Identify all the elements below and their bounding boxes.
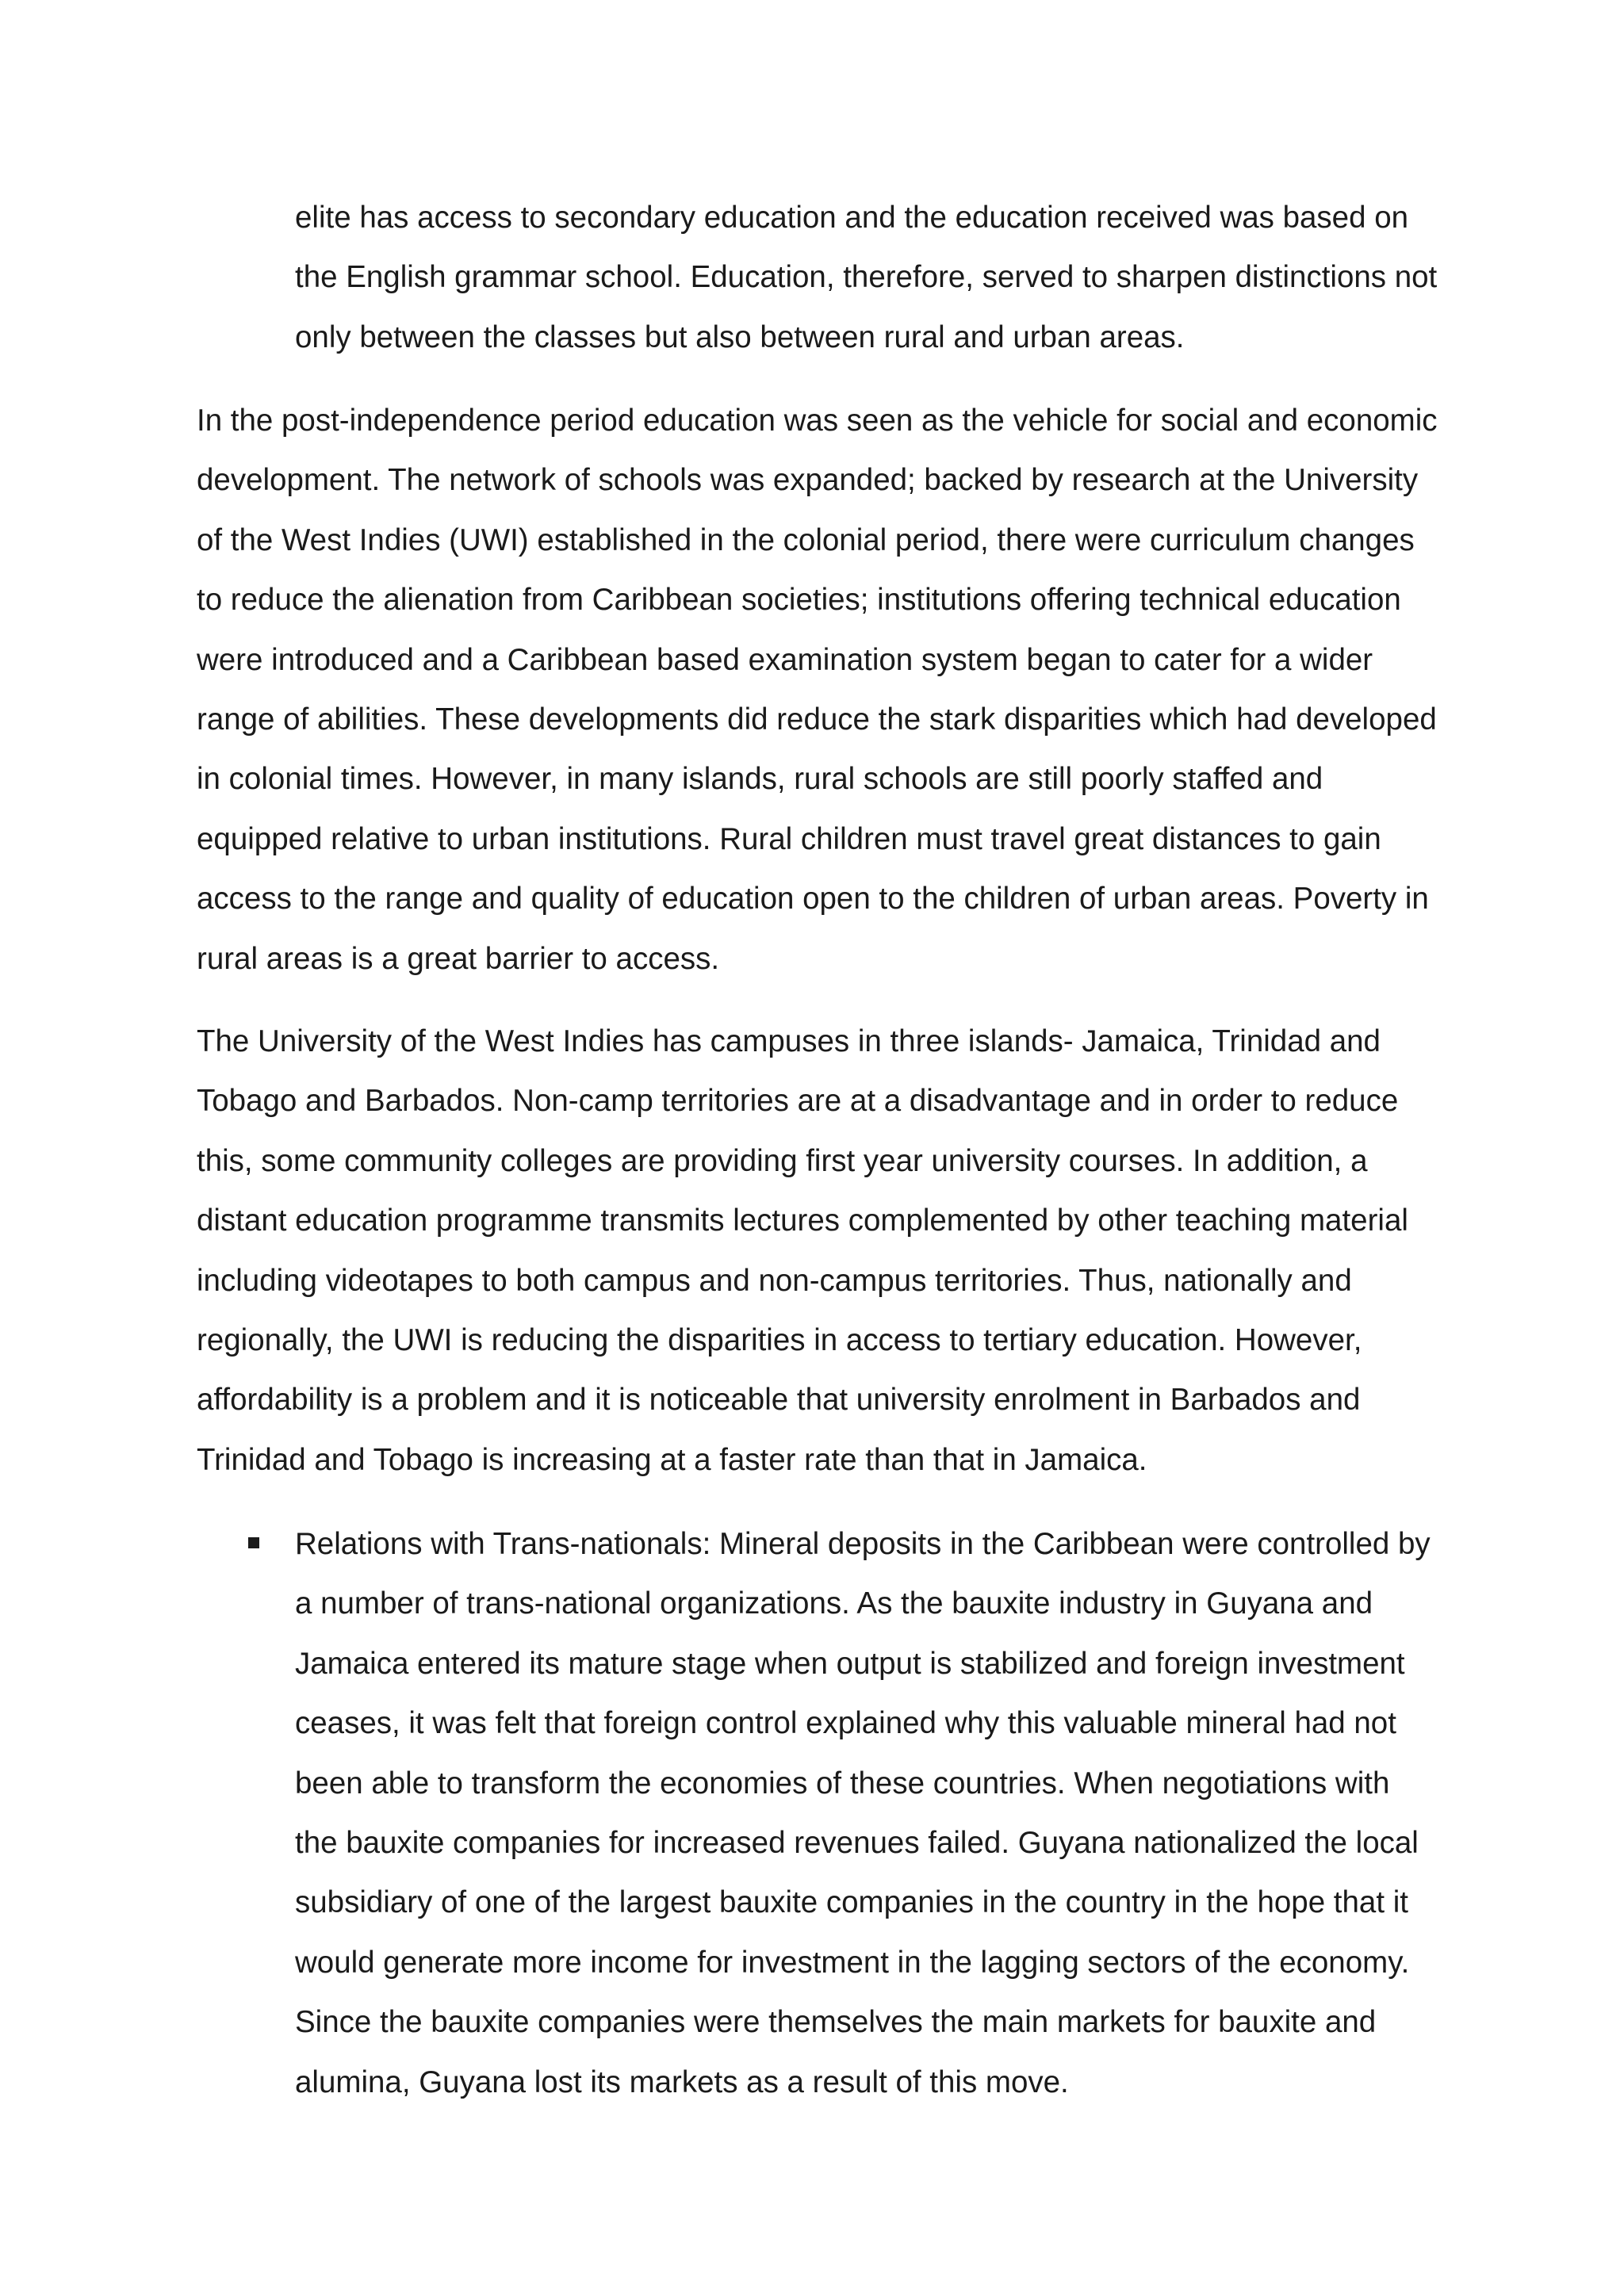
bullet-item-trans-nationals [295, 1514, 1431, 2112]
text-line: range of abilities. These developments did reduce the stark disparities which had developed [197, 702, 1437, 737]
text-line: been able to transform the economies of these countries. When negotiations with [295, 1766, 1390, 1800]
text-line: only between the classes but also between rural and urban areas. [295, 320, 1185, 354]
text-line: were introduced and a Caribbean based examination system began to cater for a wider [197, 642, 1373, 677]
text-line: Relations with Trans-nationals: Mineral deposits in the Caribbean were controlled by [295, 1527, 1431, 1561]
text-line: alumina, Guyana lost its markets as a result of this move. [295, 2064, 1069, 2099]
text-line: Since the bauxite companies were themselves the main markets for bauxite and [295, 2005, 1377, 2040]
text-line: Trinidad and Tobago is increasing at a faster rate than that in Jamaica. [197, 1442, 1147, 1477]
text-line: Jamaica entered its mature stage when output is stabilized and foreign investment [295, 1646, 1405, 1681]
text-line: In the post-independence period education was seen as the vehicle for social and economic [197, 404, 1438, 438]
text-line: in colonial times. However, in many islands, rural schools are still poorly staffed and [197, 762, 1323, 797]
text-line: ceases, it was felt that foreign control explained why this valuable mineral had not [295, 1706, 1396, 1741]
text-line: the bauxite companies for increased revenues failed. Guyana nationalized the local [295, 1826, 1419, 1861]
text-line: distant education programme transmits lectures complemented by other teaching material [197, 1203, 1408, 1238]
paragraph-uwi [197, 1012, 1408, 1490]
text-line: elite has access to secondary education and the education received was based on [295, 201, 1409, 235]
text-line: subsidiary of one of the largest bauxite companies in the country in the hope that it [295, 1885, 1408, 1920]
text-line: including videotapes to both campus and non-campus territories. Thus, nationally and [197, 1263, 1352, 1298]
text-line: development. The network of schools was expanded; backed by research at the University [197, 463, 1419, 498]
text-line: Tobago and Barbados. Non-camp territories are at a disadvantage and in order to reduce [197, 1084, 1399, 1119]
text-line: access to the range and quality of education open to the children of urban areas. Poverty in [197, 882, 1429, 916]
text-line: regionally, the UWI is reducing the disparities in access to tertiary education. However, [197, 1323, 1362, 1358]
text-line: affordability is a problem and it is noticeable that university enrolment in Barbados and [197, 1383, 1361, 1418]
text-line: of the West Indies (UWI) established in the colonial period, there were curriculum changes [197, 522, 1415, 557]
text-line: a number of trans-national organizations. As the bauxite industry in Guyana and [295, 1586, 1373, 1621]
text-line: this, some community colleges are providing first year university courses. In addition, a [197, 1143, 1368, 1178]
square-bullet-icon [248, 1537, 259, 1548]
text-line: equipped relative to urban institutions. Rural children must travel great distances to gain [197, 821, 1381, 856]
text-line: the English grammar school. Education, therefore, served to sharpen distinctions not [295, 260, 1438, 295]
text-line: would generate more income for investment in the lagging sectors of the economy. [295, 1945, 1410, 1980]
paragraph-continuation [295, 188, 1437, 367]
text-line: The University of the West Indies has campuses in three islands- Jamaica, Trinidad and [197, 1024, 1381, 1058]
text-line: rural areas is a great barrier to access. [197, 941, 720, 976]
text-line: to reduce the alienation from Caribbean societies; institutions offering technical education [197, 583, 1401, 618]
paragraph-post-independence [197, 391, 1438, 989]
